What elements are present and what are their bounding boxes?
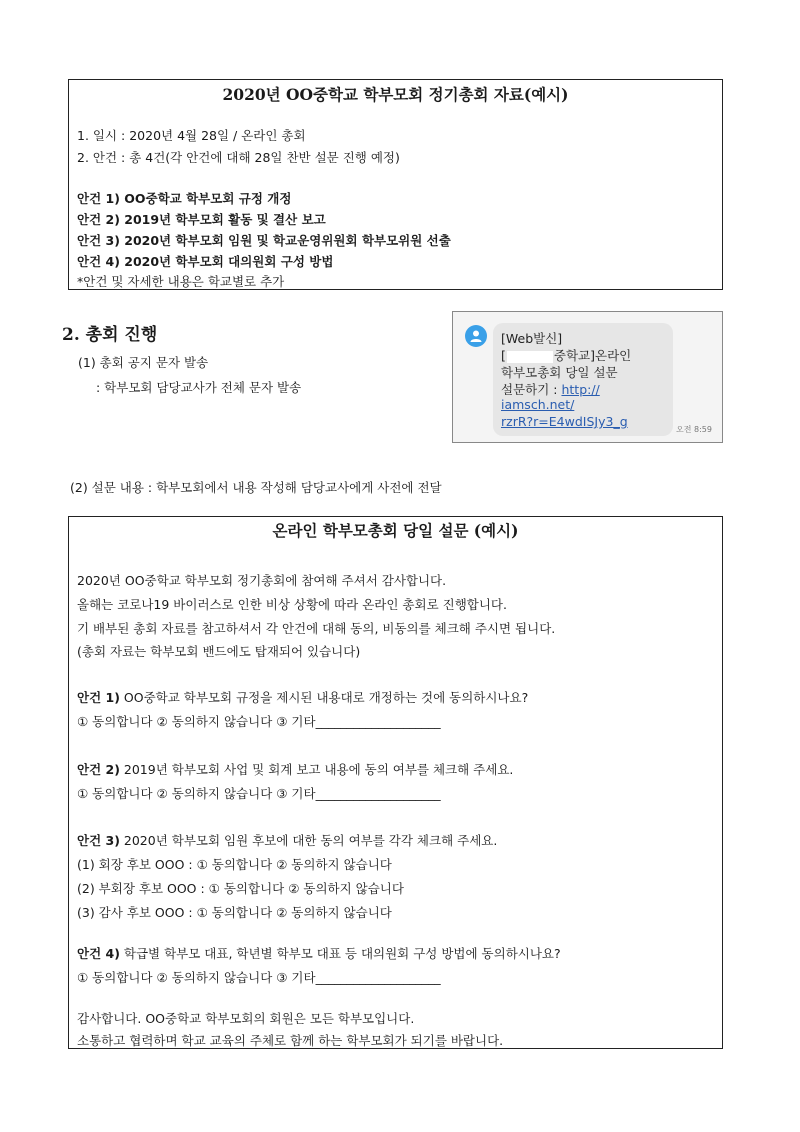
question-3-vice-president: (2) 부회장 후보 OOO : ① 동의합니다 ② 동의하지 않습니다 (77, 881, 404, 896)
sms-line-2: [ 중학교]온라인 (501, 348, 632, 363)
question-3-president: (1) 회장 후보 OOO : ① 동의합니다 ② 동의하지 않습니다 (77, 857, 392, 872)
survey-link-part-1[interactable]: http:// (561, 382, 600, 397)
section-title: 2. 총회 진행 (62, 325, 158, 345)
question-1: 안건 1) OO중학교 학부모회 규정을 제시된 내용대로 개정하는 것에 동의하시나요? (77, 690, 529, 705)
survey-intro-4: (총회 자료는 학부모회 밴드에도 탑재되어 있습니다) (77, 644, 361, 659)
survey-box (68, 516, 723, 1049)
meeting-date-line: 1. 일시 : 2020년 4월 28일 / 온라인 총회 (77, 128, 306, 143)
person-icon (465, 325, 487, 347)
step-1-label: (1) 총회 공지 문자 발송 (78, 355, 209, 370)
question-3-auditor: (3) 감사 후보 OOO : ① 동의합니다 ② 동의하지 않습니다 (77, 905, 392, 920)
step-2-label: (2) 설문 내용 : 학부모회에서 내용 작성해 담당교사에게 사전에 전달 (70, 480, 442, 495)
survey-link-part-2[interactable]: iamsch.net/ (501, 397, 575, 412)
survey-intro-3: 기 배부된 총회 자료를 참고하셔서 각 안건에 대해 동의, 비동의를 체크해 주시면 됩니다. (77, 621, 556, 636)
sms-message-bubble (493, 323, 673, 436)
question-2: 안건 2) 2019년 학부모회 사업 및 회계 보고 내용에 동의 여부를 체크해 주세요. (77, 762, 514, 777)
question-2-options: ① 동의합니다 ② 동의하지 않습니다 ③ 기타____________________ (77, 786, 441, 801)
question-1-options: ① 동의합니다 ② 동의하지 않습니다 ③ 기타____________________ (77, 714, 441, 729)
survey-intro-2: 올해는 코로나19 바이러스로 인한 비상 상황에 따라 온라인 총회로 진행합니다. (77, 597, 507, 612)
agenda-item-4: 안건 4) 2020년 학부모회 대의원회 구성 방법 (77, 254, 334, 269)
survey-outro-2: 소통하고 협력하며 학교 교육의 주체로 함께 하는 학부모회가 되기를 바랍니다. (77, 1033, 504, 1048)
step-1-detail: : 학부모회 담당교사가 전체 문자 발송 (96, 380, 302, 395)
survey-link-part-3[interactable]: rzrR?r=E4wdISJy3_g (501, 414, 628, 429)
sms-timestamp: 오전 8:59 (676, 425, 712, 434)
sms-screenshot (452, 311, 723, 443)
sms-line-4: 설문하기 : http:// (501, 382, 600, 397)
survey-title: 온라인 학부모총회 당일 설문 (예시) (272, 521, 519, 540)
survey-outro-1: 감사합니다. OO중학교 학부모회의 회원은 모든 학부모입니다. (77, 1011, 415, 1026)
redacted-school-name (507, 351, 553, 363)
sms-line-3: 학부모총회 당일 설문 (501, 365, 618, 380)
agenda-note: *안건 및 자세한 내용은 학교별로 추가 (77, 274, 285, 289)
question-4: 안건 4) 학급별 학부모 대표, 학년별 학부모 대표 등 대의원회 구성 방법에 동의하시나요? (77, 946, 561, 961)
sms-line-1: [Web발신] (501, 331, 563, 346)
meeting-materials-title: 2020년 OO중학교 학부모회 정기총회 자료(예시) (222, 85, 569, 104)
meeting-materials-box (68, 79, 723, 290)
survey-intro-1: 2020년 OO중학교 학부모회 정기총회에 참여해 주셔서 감사합니다. (77, 573, 447, 588)
agenda-item-3: 안건 3) 2020년 학부모회 임원 및 학교운영위원회 학부모위원 선출 (77, 233, 451, 248)
question-3: 안건 3) 2020년 학부모회 임원 후보에 대한 동의 여부를 각각 체크해 주세요. (77, 833, 498, 848)
agenda-item-2: 안건 2) 2019년 학부모회 활동 및 결산 보고 (77, 212, 326, 227)
question-4-options: ① 동의합니다 ② 동의하지 않습니다 ③ 기타____________________ (77, 970, 441, 985)
agenda-count-line: 2. 안건 : 총 4건(각 안건에 대해 28일 찬반 설문 진행 예정) (77, 150, 400, 165)
agenda-item-1: 안건 1) OO중학교 학부모회 규정 개정 (77, 191, 292, 206)
